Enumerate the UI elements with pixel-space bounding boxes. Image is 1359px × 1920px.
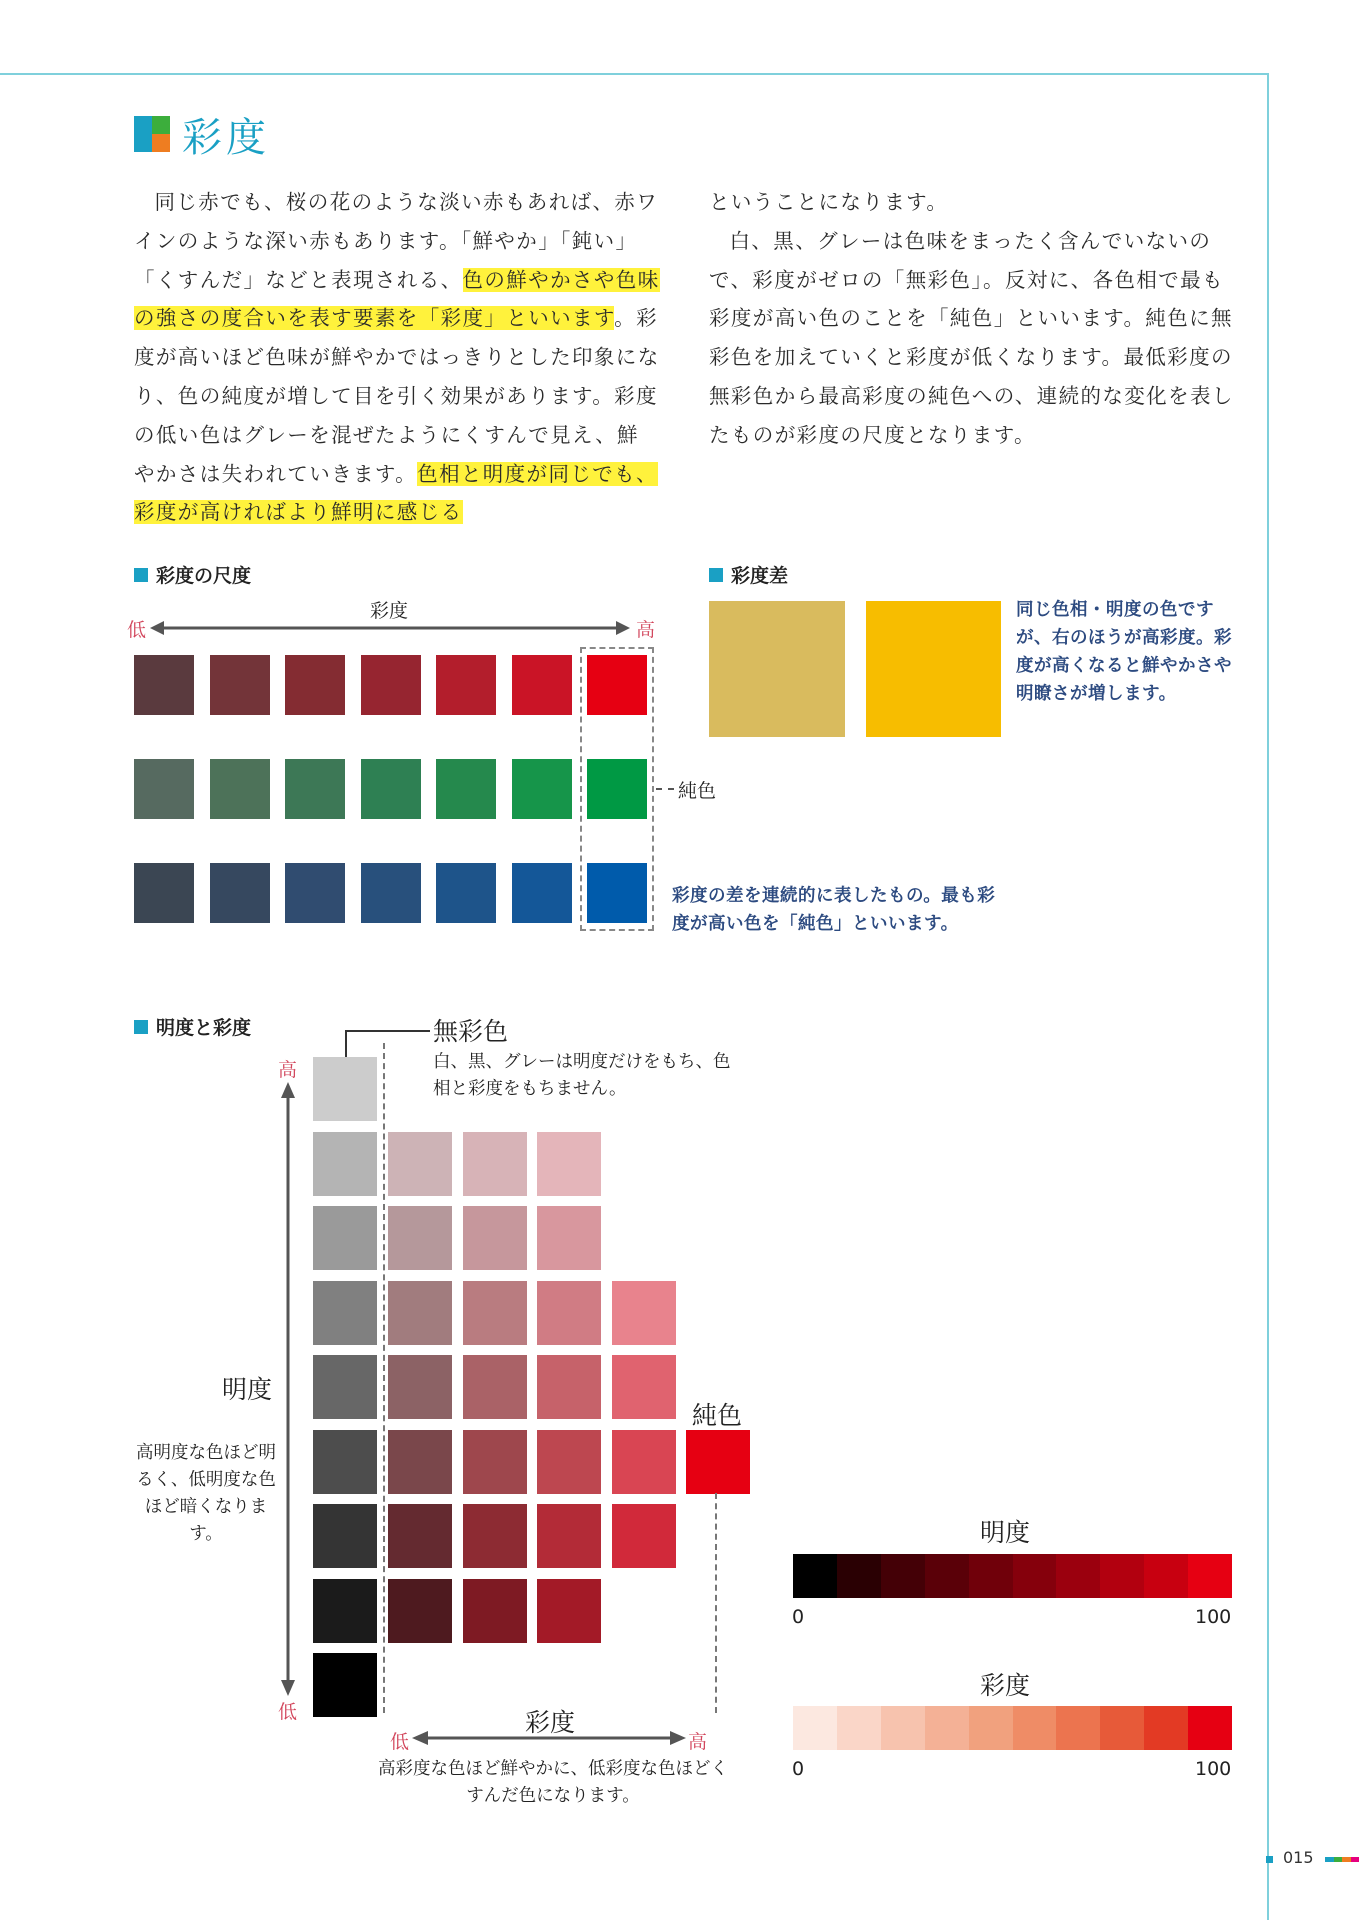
gray-swatch [313,1653,377,1717]
scale-pure-label: 純色 [678,780,717,802]
saturation-axis-label: 彩度 [525,1708,576,1737]
chromatic-swatch [388,1355,452,1419]
lightness-bar-max: 100 [1195,1606,1232,1628]
chromatic-swatch [463,1206,527,1270]
saturation-bar-cell [1013,1706,1057,1750]
scale-swatch [285,863,345,923]
chromatic-swatch [463,1504,527,1568]
achromatic-desc: 白、黒、グレーは明度だけをもち、色相と彩度をもちません。 [433,1052,731,1099]
saturation-bar-title: 彩度 [980,1671,1031,1700]
lightness-desc: 高明度な色ほど明るく、低明度な色ほど暗くなります。 [136,1443,276,1544]
pure-color-dashed-box [580,647,654,931]
lightness-bar-cell [925,1554,969,1598]
chromatic-swatch [537,1281,601,1345]
intro-highlight-1: 色の鮮やかさや色味の強さの度合いを表す要素を「彩度」といいます [134,267,660,331]
achromatic-divider [383,1043,385,1713]
section-heading-scale: 彩度の尺度 [134,561,251,588]
lightness-bar-cell [969,1554,1013,1598]
pure-leader-line [656,788,674,790]
chromatic-swatch [388,1206,452,1270]
saturation-bar-cell [1144,1706,1188,1750]
intro-column-left [134,183,660,532]
chromatic-swatch [388,1430,452,1494]
scale-swatch [436,759,496,819]
chromatic-swatch [537,1430,601,1494]
scale-axis-label: 彩度 [370,600,409,622]
chromatic-swatch [537,1504,601,1568]
chromatic-swatch [463,1132,527,1196]
scale-swatch [134,655,194,715]
gray-swatch [313,1057,377,1121]
achromatic-leader [340,1025,440,1059]
saturation-bar-cell [793,1706,837,1750]
lightness-high-label: 高 [278,1059,298,1081]
chromatic-swatch [537,1355,601,1419]
pure-divider [715,1493,717,1713]
saturation-bar-max: 100 [1195,1758,1232,1780]
chromatic-swatch [537,1132,601,1196]
scale-swatch [285,655,345,715]
diff-swatch-low [709,601,845,737]
lightness-gradient-bar [793,1554,1232,1598]
achromatic-title: 無彩色 [433,1017,509,1046]
scale-swatch [512,863,572,923]
intro-text-p2: 白、黒、グレーは色味をまったく含んでいないので、彩度がゼロの「無彩色」。反対に、各色相で最も彩度が高い色のことを「純色」といいます。純色に無彩色を加えていくと彩度が低くなります。最低彩度の無彩色から最高彩度の純色への、連続的な変化を表したものが彩度の尺度となります。 [709,228,1234,447]
saturation-arrow [412,1728,686,1748]
chromatic-swatch [463,1579,527,1643]
heading-square-icon [134,568,148,582]
saturation-high-label: 高 [688,1731,708,1753]
section-heading-diff: 彩度差 [709,561,788,588]
gray-swatch [313,1430,377,1494]
saturation-bar-min: 0 [792,1758,805,1780]
diff-swatch-high [866,601,1001,737]
chromatic-swatch [537,1579,601,1643]
intro-column-right [709,183,1239,455]
scale-swatch [134,863,194,923]
scale-high-label: 高 [636,619,656,641]
intro-text-b: 。彩度が高いほど色味が鮮やかではっきりとした印象になり、色の純度が増して目を引く効果があります。彩度の低い色はグレーを混ぜたようにくすんで見え、鮮やかさは失われていきます。 [134,306,660,486]
saturation-bar-cell [1100,1706,1144,1750]
gray-swatch [313,1504,377,1568]
frame-line-top [0,73,1268,75]
page-color-strip [1325,1857,1359,1862]
saturation-low-label: 低 [390,1731,410,1753]
chromatic-swatch [388,1504,452,1568]
lightness-bar-cell [1144,1554,1188,1598]
intro-text-a: 同じ赤でも、桜の花のような淡い赤もあれば、赤ワインのような深い赤もあります。「鮮やか」「鈍い」「くすんだ」などと表現される、 [134,190,659,292]
frame-line-right [1267,73,1269,1920]
section-heading-lightness: 明度と彩度 [134,1013,251,1040]
title-mark-icon [134,116,170,152]
scale-swatch [285,759,345,819]
saturation-bar-cell [1188,1706,1232,1750]
gray-swatch [313,1132,377,1196]
chromatic-swatch [388,1281,452,1345]
lightness-label: 明度 [222,1375,273,1404]
chromatic-swatch [388,1579,452,1643]
saturation-bar-cell [881,1706,925,1750]
lightness-bar-cell [1056,1554,1100,1598]
scale-swatch [512,759,572,819]
chromatic-swatch [463,1281,527,1345]
pure-color-swatch [686,1430,750,1494]
saturation-bar-cell [837,1706,881,1750]
scale-swatch [134,759,194,819]
heading-square-icon [134,1020,148,1034]
page-number: 015 [1283,1848,1314,1867]
lightness-bar-cell [793,1554,837,1598]
lightness-bar-cell [1188,1554,1232,1598]
chromatic-swatch [612,1355,676,1419]
intro-text-c: ということになります。 [709,190,949,214]
scale-swatch [361,863,421,923]
scale-swatch [361,759,421,819]
scale-swatch [361,655,421,715]
scale-swatch [210,863,270,923]
chromatic-swatch [612,1430,676,1494]
lightness-low-label: 低 [278,1701,298,1723]
lightness-bar-cell [881,1554,925,1598]
scale-swatch [512,655,572,715]
page-number-marker-icon [1266,1856,1273,1863]
lightness-bar-cell [1013,1554,1057,1598]
chromatic-swatch [612,1281,676,1345]
chromatic-swatch [612,1504,676,1568]
scale-note: 彩度の差を連続的に表したもの。最も彩度が高い色を「純色」といいます。 [672,886,996,934]
chromatic-swatch [463,1355,527,1419]
gray-swatch [313,1355,377,1419]
lightness-pure-label: 純色 [692,1401,743,1430]
scale-swatch [210,759,270,819]
gray-swatch [313,1579,377,1643]
saturation-bar-cell [925,1706,969,1750]
lightness-arrow [276,1082,300,1696]
scale-swatch [436,863,496,923]
saturation-bar-cell [1056,1706,1100,1750]
diff-note: 同じ色相・明度の色ですが、右のほうが高彩度。彩度が高くなると鮮やかさや明瞭さが増します。 [1016,600,1232,704]
scale-swatch [210,655,270,715]
saturation-gradient-bar [793,1706,1232,1750]
lightness-bar-min: 0 [792,1606,805,1628]
scale-low-label: 低 [127,619,147,641]
gray-swatch [313,1206,377,1270]
scale-swatch [436,655,496,715]
lightness-bar-cell [1100,1554,1144,1598]
intro-highlight-2: 色相と明度が同じでも、彩度が高ければより鮮明に感じる [134,461,658,525]
lightness-bar-title: 明度 [980,1518,1031,1547]
heading-square-icon [709,568,723,582]
saturation-bar-cell [969,1706,1013,1750]
chromatic-swatch [463,1430,527,1494]
page-title: 彩度 [182,115,270,161]
chromatic-swatch [537,1206,601,1270]
saturation-desc: 高彩度な色ほど鮮やかに、低彩度な色ほどくすんだ色になります。 [378,1759,728,1806]
scale-arrow [150,618,630,638]
chromatic-swatch [388,1132,452,1196]
gray-swatch [313,1281,377,1345]
lightness-bar-cell [837,1554,881,1598]
